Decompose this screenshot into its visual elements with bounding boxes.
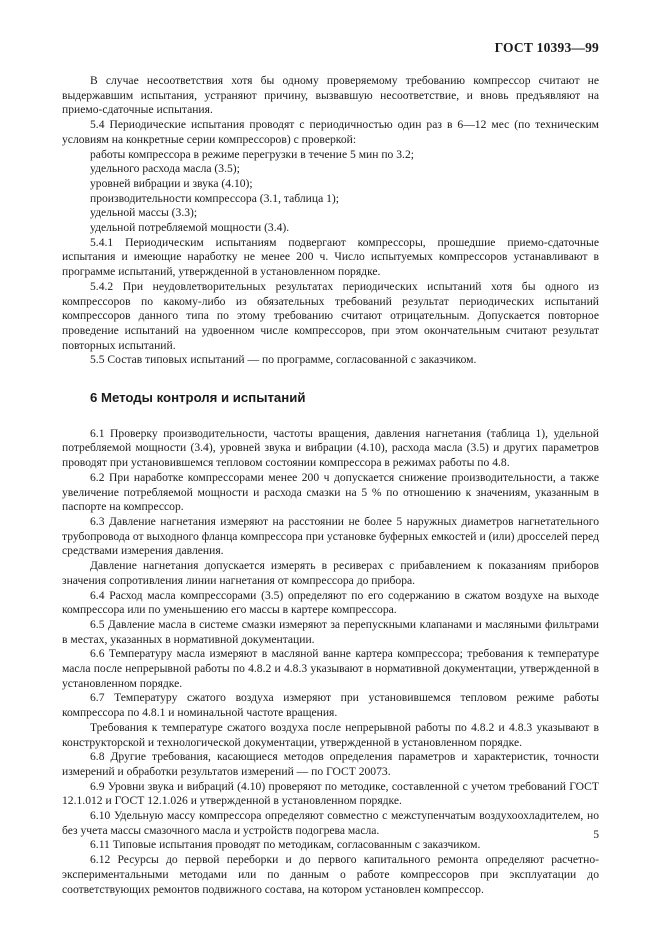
paragraph: 6.12 Ресурсы до первой переборки и до первого капитального ремонта определяют расчетно-экспериментальными методами или по данным о работе компрессоров при эксплуатации до соответствующих ремонтов подвижного состава, на котором установлен компрессор. (62, 853, 599, 896)
document-code-header: ГОСТ 10393—99 (494, 40, 599, 55)
paragraph: Давление нагнетания допускается измерять в ресиверах с прибавлением к показаниям приборов значения сопротивления линии нагнетания от компрессора до прибора. (62, 559, 599, 587)
paragraph: 6.3 Давление нагнетания измеряют на расстоянии не более 5 наружных диаметров нагнетательного трубопровода от выходного фланца компрессора при установке буферных емкостей и (или) дросселей перед средствами измерения давления. (62, 514, 599, 558)
paragraph: 6.7 Температуру сжатого воздуха измеряют при установившемся тепловом режиме работы компрессора по 4.8.1 и номинальной частоте вращения. (62, 691, 599, 720)
paragraph: 6.8 Другие требования, касающиеся методов определения параметров и характеристик, точности измерений и обработки результатов измерений — по ГОСТ 20073. (62, 750, 599, 778)
paragraph: 6.5 Давление масла в системе смазки измеряют за перепускными клапанами и масляными фильтрами в местах, указанных в нормативной документации. (62, 617, 599, 646)
list-item: удельной массы (3.3); (90, 206, 198, 220)
page-number: 5 (593, 828, 599, 841)
paragraph: В случае несоответствия хотя бы одному проверяемому требованию компрессор считают не выдержавшим испытания, устраняют причину, вызвавшую несоответствие, и вновь предъявляют на приемо-сдаточные испытания. (62, 74, 599, 117)
paragraph: 6.1 Проверку производительности, частоты вращения, давления нагнетания (таблица 1), удельной потребляемой мощности (3.4), уровней звука и вибрации (4.10), расхода масла (3.5) и других параметров проводят при установившемся тепловом состоянии компрессора в режимах работы по 4.8. (62, 426, 599, 470)
paragraph: 6.4 Расход масла компрессорами (3.5) определяют по его содержанию в сжатом воздухе на выходе компрессора или по уменьшению его массы в картере компрессора. (62, 588, 599, 617)
list-item: производительности компрессора (3.1, таблица 1); (90, 191, 339, 205)
paragraph: 6.10 Удельную массу компрессора определяют совместно с межступенчатым воздухоохладителем, но без учета массы смазочного масла и устройств подогрева масла. (62, 809, 599, 837)
paragraph: 5.4 Периодические испытания проводят с периодичностью один раз в 6—12 мес (по техническим условиям на конкретные серии компрессоров) с проверкой: (62, 118, 599, 146)
paragraph: 6.2 При наработке компрессорами менее 200 ч допускается снижение производительности, а также увеличение потребляемой мощности и расхода смазки на 5 % по отношению к значениям, указанным в паспорте на компрессор. (62, 470, 599, 514)
paragraph: 6.11 Типовые испытания проводят по методикам, согласованным с заказчиком. (90, 838, 481, 852)
paragraph: 5.4.2 При неудовлетворительных результатах периодических испытаний хотя бы одного из компрессоров по какому-либо из обязательных требований результат периодических испытаний компрессоров данного типа по этому требованию считают отрицательным. Допускается повторное проведение испытаний на удвоенном числе компрессоров, при этом окончательным считают результат повторных испытаний. (62, 279, 599, 352)
document-body (62, 74, 599, 897)
list-item: работы компрессора в режиме перегрузки в течение 5 мин по 3.2; (90, 147, 414, 161)
paragraph: 5.5 Состав типовых испытаний — по программе, согласованной с заказчиком. (90, 353, 477, 367)
paragraph: 6.6 Температуру масла измеряют в масляной ванне картера компрессора; требования к температуре масла после непрерывной работы по 4.8.2 и 4.8.3 указывают в нормативной документации, утвержденной в установленном порядке. (62, 647, 599, 690)
paragraph: 6.9 Уровни звука и вибраций (4.10) проверяют по методике, составленной с учетом требований ГОСТ 12.1.012 и ГОСТ 12.1.026 и утвержденной в установленном порядке. (62, 779, 599, 808)
paragraph: Требования к температуре сжатого воздуха после непрерывной работы по 4.8.2 и 4.8.3 указывают в конструкторской и технологической документации, утвержденной в установленном порядке. (62, 720, 599, 749)
list-item: уровней вибрации и звука (4.10); (90, 176, 253, 190)
section-heading: 6 Методы контроля и испытаний (90, 390, 306, 406)
paragraph: 5.4.1 Периодическим испытаниям подвергают компрессоры, прошедшие приемо-сдаточные испытания и имеющие наработку не менее 200 ч. Число испытуемых компрессоров устанавливают в программе испытаний, утвержденной в установленном порядке. (62, 235, 599, 279)
list-item: удельной потребляемой мощности (3.4). (90, 221, 290, 235)
list-item: удельного расхода масла (3.5); (90, 162, 240, 176)
